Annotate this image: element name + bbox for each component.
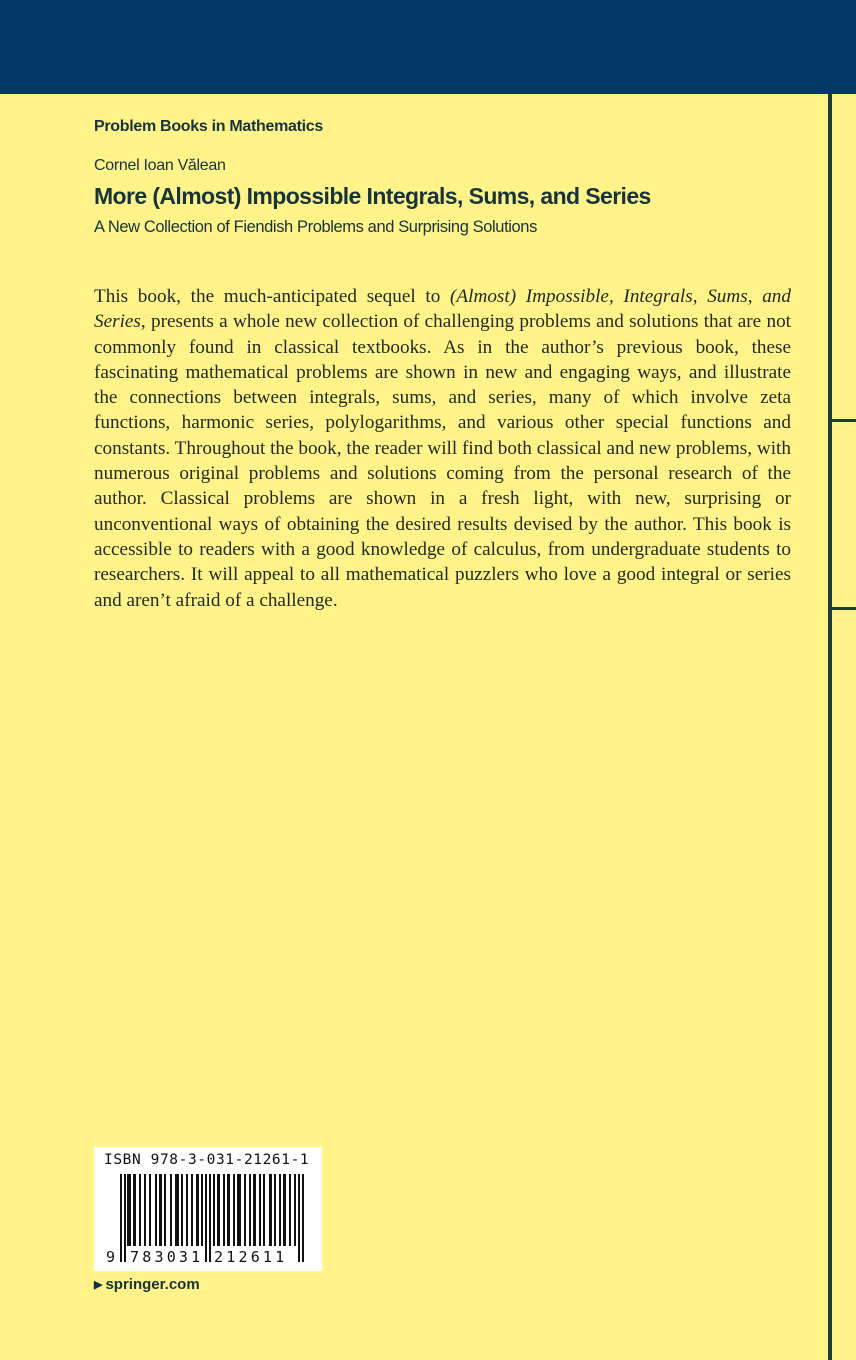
isbn-barcode (94, 1147, 322, 1271)
referenced-book-title: (Almost) Impossible, Integrals, Sums, and Series (94, 286, 791, 333)
top-color-band (0, 0, 856, 94)
barcode-right-digits: 212611 (214, 1248, 288, 1264)
description-intro: This book, the much-anticipated sequel to (94, 286, 451, 307)
spine-tick (830, 419, 856, 422)
description-body: , presents a whole new collection of challenging problems and solutions that are not commonly found in classical textbooks. As in the author’s previous book, these fascinating mathematical problems are shown in new and engaging ways, and illustrate the connections between integrals, sums, and series, many of which involve zeta functions, harmonic series, polylogarithms, and various other special functions and constants. Throughout the book, the reader will find both classical and new problems, with numerous original problems and solutions coming from the personal research of the author. Classical problems are shown in a fresh light, with new, surprising or unconventional ways of obtaining the desired results devised by the author. This book is accessible to readers with a good knowledge of calculus, from undergraduate students to researchers. It will appeal to all mathematical puzzlers who love a good integral or series and aren’t afraid of a challenge. (94, 311, 791, 611)
isbn-label: ISBN 978-3-031-21261-1 (104, 1152, 310, 1168)
author-name: Cornel Ioan Vălean (94, 157, 226, 174)
barcode-left-digits: 783031 (130, 1248, 204, 1264)
spine-divider (828, 94, 832, 1360)
book-title: More (Almost) Impossible Integrals, Sums, and Series (94, 183, 651, 209)
barcode-bars (106, 1174, 312, 1264)
barcode-lead-digit: 9 (106, 1248, 116, 1264)
publisher-link[interactable] (94, 1276, 200, 1293)
book-description (94, 284, 791, 613)
book-subtitle: A New Collection of Fiendish Problems and Surprising Solutions (94, 218, 537, 236)
publisher-url[interactable]: springer.com (105, 1276, 200, 1293)
play-arrow-icon: ▶ (94, 1279, 103, 1291)
spine-tick (830, 607, 856, 610)
series-name: Problem Books in Mathematics (94, 118, 323, 135)
